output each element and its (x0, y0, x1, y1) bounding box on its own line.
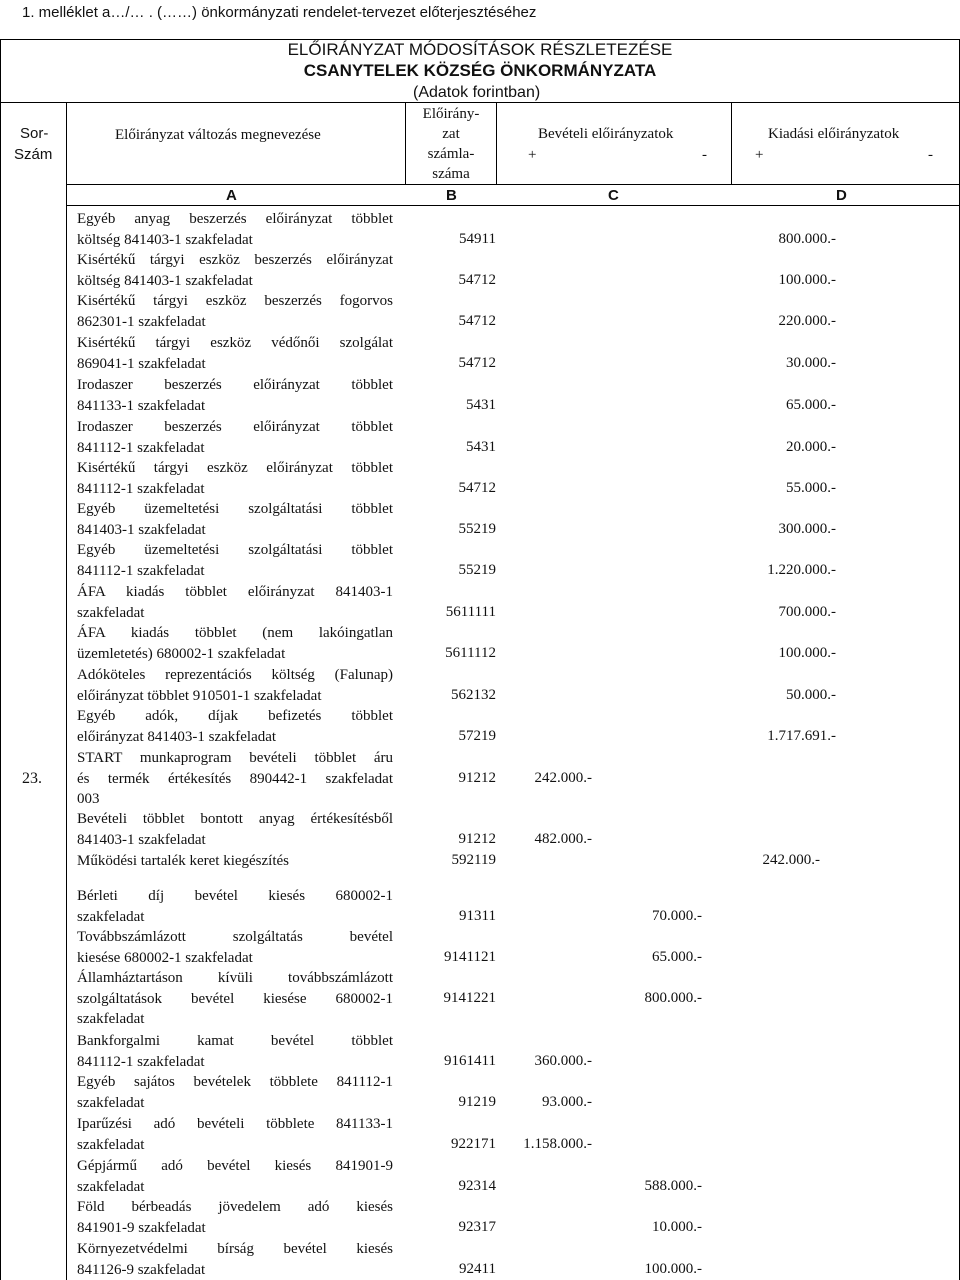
row-description-line: Környezetvédelmi bírság bevétel kiesés (77, 1241, 393, 1257)
row-description-line: Gépjármű adó bevétel kiesés 841901-9 (77, 1158, 393, 1174)
row-account-number: 54712 (458, 312, 496, 329)
row-description-line: és termék értékesítés 890442-1 szakfeladat (77, 770, 393, 787)
row-description (77, 706, 393, 747)
row-amount: 1.220.000.- (767, 561, 836, 578)
row-account-number: 54712 (458, 354, 496, 371)
row-description-line: Egyéb üzemeltetési szolgáltatási többlet (77, 542, 393, 558)
row-description (77, 417, 393, 458)
row-description-line: szakfeladat (77, 1011, 145, 1027)
header-letter-c: C (608, 187, 619, 204)
row-amount: 360.000.- (534, 1052, 592, 1069)
row-description-line: előirányzat 841403-1 szakfeladat (77, 728, 277, 745)
row-amount: 482.000.- (534, 830, 592, 847)
row-account-number: 91219 (458, 1093, 496, 1110)
row-amount: 1.158.000.- (523, 1135, 592, 1152)
row-account-number: 57219 (458, 727, 496, 744)
row-account-number: 9141121 (444, 948, 496, 965)
row-account-number: 9161411 (444, 1052, 496, 1069)
row-description-line: 003 (77, 791, 100, 807)
row-description (77, 1114, 393, 1155)
row-description-line: Kisértékű tárgyi eszköz beszerzés fogorvos (77, 293, 393, 309)
row-description (77, 209, 393, 250)
row-amount: 20.000.- (786, 438, 836, 455)
row-description-line: 862301-1 szakfeladat (77, 313, 206, 330)
row-amount: 588.000.- (644, 1177, 702, 1194)
row-account-number: 92317 (458, 1218, 496, 1235)
row-account-number: 92411 (459, 1260, 496, 1277)
row-description (77, 540, 393, 581)
row-account-number: 91311 (459, 907, 496, 924)
row-amount: 30.000.- (786, 354, 836, 371)
page-header: 1. melléklet a…/… . (……) önkormányzati rendelet-tervezet előterjesztéséhez (22, 4, 537, 21)
row-description (77, 333, 393, 374)
row-description-line: 841403-1 szakfeladat (77, 521, 206, 538)
header-kiadasi: Kiadási előirányzatok (768, 126, 900, 142)
row-account-number: 91212 (458, 769, 496, 786)
row-account-number: 9141221 (443, 989, 496, 1006)
row-description-line: szakfeladat (77, 1136, 145, 1153)
row-description (77, 499, 393, 540)
row-description (77, 250, 393, 291)
row-amount: 242.000.- (534, 769, 592, 786)
row-description-line: Kisértékű tárgyi eszköz védőnői szolgálat (77, 335, 393, 351)
row-amount: 800.000.- (778, 230, 836, 247)
row-account-number: 54712 (458, 271, 496, 288)
row-account-number: 54911 (459, 230, 496, 247)
row-description-line: költség 841403-1 szakfeladat (77, 272, 253, 289)
col-divider-sor (66, 102, 67, 1280)
row-description (77, 809, 393, 850)
row-amount: 220.000.- (778, 312, 836, 329)
row-description-line: szakfeladat (77, 908, 145, 925)
row-account-number: 562132 (451, 686, 496, 703)
row-description-line: Működési tartalék keret kiegészítés (77, 853, 290, 869)
row-description-line: Egyéb adók, díjak befizetés többlet (77, 708, 393, 724)
row-description-line: 841112-1 szakfeladat (77, 439, 205, 456)
row-description-line: üzemletetés) 680002-1 szakfeladat (77, 645, 286, 662)
municipality-name: CSANYTELEK KÖZSÉG ÖNKORMÁNYZATA (303, 61, 657, 80)
table-left-border (0, 39, 1, 1280)
header-letter-b: B (446, 187, 457, 204)
row-description (77, 1031, 393, 1072)
row-amount: 242.000.- (762, 852, 820, 868)
row-description-line: Bankforgalmi kamat bevétel többlet (77, 1033, 393, 1049)
row-amount: 50.000.- (786, 686, 836, 703)
row-description-line: Kisértékű tárgyi eszköz beszerzés előirányzat (77, 252, 393, 268)
row-description-line: Kisértékű tárgyi eszköz előirányzat többlet (77, 460, 393, 476)
row-description (77, 623, 393, 664)
row-description (77, 886, 393, 927)
row-description (77, 1072, 393, 1113)
row-amount: 800.000.- (644, 989, 702, 1006)
header-letter-a: A (226, 187, 237, 204)
row-description-line: START munkaprogram bevételi többlet áru (77, 750, 393, 766)
row-account-number: 922171 (451, 1135, 496, 1152)
row-amount: 1.717.691.- (767, 727, 836, 744)
row-description-line: Irodaszer beszerzés előirányzat többlet (77, 377, 393, 393)
table-title: ELŐIRÁNYZAT MÓDOSÍTÁSOK RÉSZLETEZÉSE (287, 40, 673, 59)
currency-note: (Adatok forintban) (413, 84, 541, 101)
row-description-line: Bevételi többlet bontott anyag értékesítésből (77, 811, 393, 827)
row-account-number: 5611111 (445, 603, 496, 620)
row-account-number: 592119 (451, 852, 496, 868)
row-description (77, 1239, 393, 1280)
row-amount: 100.000.- (778, 271, 836, 288)
header-letter-d: D (836, 187, 847, 204)
row-description (77, 375, 393, 416)
row-description-line: Iparűzési adó bevételi többlete 841133-1 (77, 1116, 393, 1132)
row-amount: 93.000.- (542, 1093, 592, 1110)
col-divider-c-d (731, 102, 732, 184)
header-szamla-line3: számla- (427, 146, 475, 162)
header-szamla-line1: Előirány- (422, 106, 480, 122)
row-description (77, 1197, 393, 1238)
row-description-line: Egyéb sajátos bevételek többlete 841112-1 (77, 1074, 393, 1090)
header-beveteli: Bevételi előirányzatok (538, 126, 674, 142)
row-description (77, 665, 393, 706)
row-description-line: 841133-1 szakfeladat (77, 397, 206, 414)
row-description-line: előirányzat többlet 910501-1 szakfeladat (77, 687, 322, 704)
row-description (77, 851, 393, 872)
row-description-line: 869041-1 szakfeladat (77, 355, 206, 372)
row-description-line: szakfeladat (77, 1178, 145, 1195)
row-description (77, 927, 393, 968)
header-szamla-line2: zat (442, 126, 460, 142)
row-description-line: szakfeladat (77, 604, 145, 621)
row-description (77, 748, 393, 810)
row-account-number: 55219 (458, 561, 496, 578)
row-description-line: Föld bérbeadás jövedelem adó kiesés (77, 1199, 393, 1215)
row-description-line: 841112-1 szakfeladat (77, 1053, 205, 1070)
row-description-line: Továbbszámlázott szolgáltatás bevétel (77, 929, 393, 945)
row-description-line: Egyéb üzemeltetési szolgáltatási többlet (77, 501, 393, 517)
row-amount: 300.000.- (778, 520, 836, 537)
row-description (77, 458, 393, 499)
row-account-number: 54712 (458, 479, 496, 496)
row-amount: 65.000.- (786, 396, 836, 413)
row-description-line: Adóköteles reprezentációs költség (Falunap) (77, 667, 393, 683)
row-account-number: 5431 (466, 438, 496, 455)
row-description-line: Államháztartáson kívüli továbbszámlázott (77, 970, 393, 986)
row-description-line: Egyéb anyag beszerzés előirányzat többlet (77, 211, 393, 227)
row-account-number: 91212 (458, 830, 496, 847)
header-beveteli-plus: + (528, 147, 537, 163)
row-account-number: 5611112 (445, 644, 496, 661)
header-szamla-line4: száma (432, 166, 470, 182)
row-description (77, 968, 393, 1030)
row-description (77, 291, 393, 332)
row-description-line: Bérleti díj bevétel kiesés 680002-1 (77, 888, 393, 904)
row-description-line: szakfeladat (77, 1094, 145, 1111)
row-description-line: Irodaszer beszerzés előirányzat többlet (77, 419, 393, 435)
row-description-line: 841112-1 szakfeladat (77, 562, 205, 579)
title-divider (0, 102, 960, 103)
row-description-line: 841901-9 szakfeladat (77, 1219, 206, 1236)
row-account-number: 55219 (458, 520, 496, 537)
row-amount: 10.000.- (652, 1218, 702, 1235)
row-account-number: 92314 (458, 1177, 496, 1194)
row-amount: 55.000.- (786, 479, 836, 496)
row-account-number: 5431 (466, 396, 496, 413)
row-description (77, 582, 393, 623)
row-amount: 100.000.- (644, 1260, 702, 1277)
row-description-line: 841126-9 szakfeladat (77, 1261, 206, 1278)
header-sor-line1: Sor- (20, 125, 49, 142)
row-description-line: ÁFA kiadás többlet előirányzat 841403-1 (77, 584, 393, 600)
header-beveteli-minus: - (702, 147, 707, 163)
row-description-line: kiesése 680002-1 szakfeladat (77, 949, 253, 966)
row-description-line: ÁFA kiadás többlet (nem lakóingatlan (77, 625, 393, 641)
header-kiadasi-minus: - (928, 147, 933, 163)
header-megnevezes: Előirányzat változás megnevezése (115, 127, 321, 143)
row-description-line: 841112-1 szakfeladat (77, 480, 205, 497)
header-sor-line2: Szám (14, 146, 53, 163)
row-description-line: 841403-1 szakfeladat (77, 831, 206, 848)
letter-row-bottom-line (66, 205, 960, 206)
row-amount: 100.000.- (778, 644, 836, 661)
row-description-line: szolgáltatások bevétel kiesése 680002-1 (77, 990, 393, 1007)
row-description-line: költség 841403-1 szakfeladat (77, 231, 253, 248)
row-amount: 65.000.- (652, 948, 702, 965)
row-description (77, 1156, 393, 1197)
row-number: 23. (22, 770, 42, 787)
row-amount: 700.000.- (778, 603, 836, 620)
header-bottom-line (66, 184, 960, 185)
header-kiadasi-plus: + (755, 147, 764, 163)
col-divider-b-c (496, 102, 497, 184)
row-amount: 70.000.- (652, 907, 702, 924)
